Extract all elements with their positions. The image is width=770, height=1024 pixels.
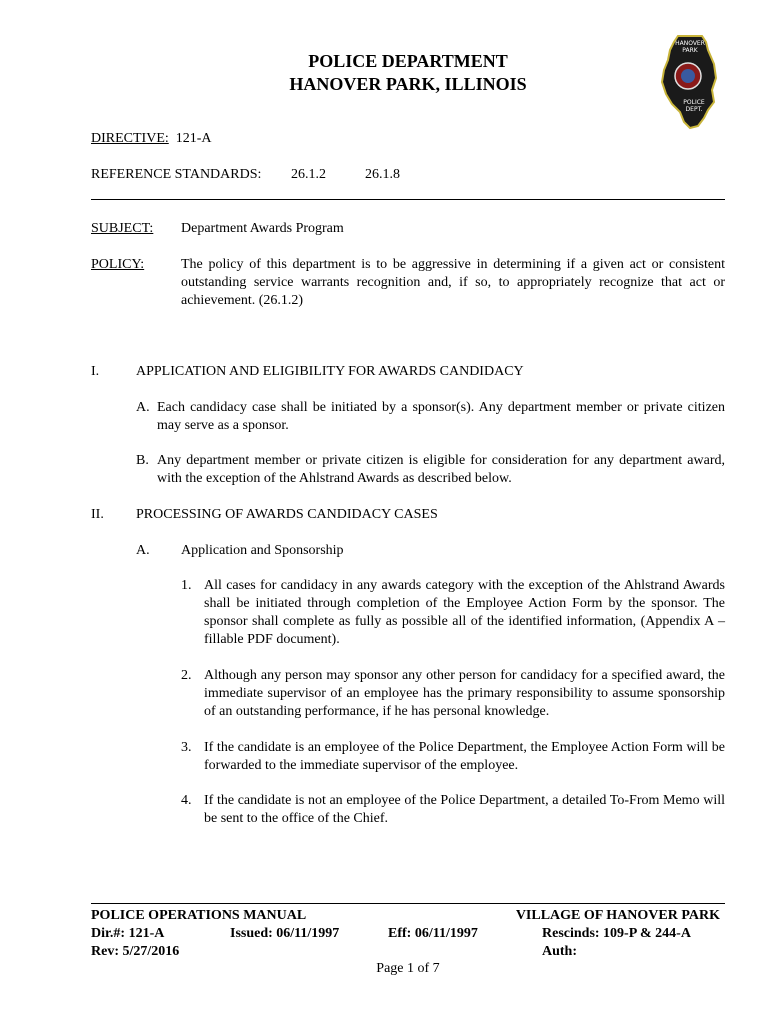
footer-issued: Issued: 06/11/1997 — [230, 926, 340, 941]
section2-sub-marker: A. — [136, 543, 150, 558]
page-title-line1: POLICE DEPARTMENT — [308, 51, 508, 71]
reference-value-2: 26.1.8 — [365, 167, 400, 182]
badge-text-2: PARK — [682, 47, 698, 54]
badge-text-4: DEPT. — [685, 106, 703, 113]
header-divider — [91, 199, 725, 200]
section2-sub-heading: Application and Sponsorship — [181, 543, 344, 558]
badge-text-3: POLICE — [683, 99, 705, 106]
section1-numeral: I. — [91, 364, 100, 379]
page-number: Page 1 of 7 — [376, 961, 440, 976]
footer-rev: Rev: 5/27/2016 — [91, 944, 180, 959]
footer-auth: Auth: — [542, 944, 578, 959]
section2-item-3-text: If the candidate is an employee of the Police Department, the Employee Action Form will be forwarded to the immediate supervisor of the employee. — [204, 740, 725, 773]
section2-item-4-text: If the candidate is not an employee of the Police Department, a detailed To-From Memo will be sent to the office of the Chief. — [204, 793, 725, 826]
section2-item-1-marker: 1. — [181, 578, 192, 593]
section2-heading: PROCESSING OF AWARDS CANDIDACY CASES — [136, 507, 438, 522]
badge-text-1: HANOVER — [675, 40, 705, 47]
section1-item-b-marker: B. — [136, 453, 149, 468]
section1-item-b-text: Any department member or private citizen is eligible for consideration for any department award, with the exception of the Ahlstrand Awards as described below. — [157, 453, 725, 486]
section2-numeral: II. — [91, 507, 104, 522]
section2-item-3-marker: 3. — [181, 740, 192, 755]
section2-item-4-marker: 4. — [181, 793, 192, 808]
reference-label: REFERENCE STANDARDS: — [91, 167, 262, 182]
policy-label: POLICY: — [91, 257, 145, 272]
section1-item-a-text: Each candidacy case shall be initiated by a sponsor(s). Any department member or private citizen may serve as a sponsor. — [157, 400, 725, 433]
subject-value: Department Awards Program — [181, 221, 344, 236]
footer-manual-title: POLICE OPERATIONS MANUAL — [91, 908, 307, 923]
illinois-police-badge-icon — [658, 34, 720, 130]
page-title-line2: HANOVER PARK, ILLINOIS — [289, 74, 527, 94]
section2-item-2-text: Although any person may sponsor any other person for candidacy for a specified award, the immediate supervisor of an employee has the primary responsibility to assume sponsorship of an outstanding performance, if he has personal knowledge. — [204, 668, 725, 719]
footer-eff: Eff: 06/11/1997 — [388, 926, 478, 941]
footer-rescinds: Rescinds: 109-P & 244-A — [542, 926, 691, 941]
section2-item-1-text: All cases for candidacy in any awards category with the exception of the Ahlstrand Awards shall be initiated through completion of the Employee Action Form by the sponsor. The sponsor shall complete as fully as possible all of the identified information, (Appendix A – fillable PDF document). — [204, 578, 725, 647]
section1-heading: APPLICATION AND ELIGIBILITY FOR AWARDS CANDIDACY — [136, 364, 524, 379]
directive-value: 121-A — [175, 131, 212, 146]
subject-label: SUBJECT: — [91, 221, 154, 236]
footer-village-title: VILLAGE OF HANOVER PARK — [515, 908, 720, 923]
directive-row — [91, 130, 212, 148]
directive-label: DIRECTIVE: — [91, 131, 169, 146]
section2-item-2-marker: 2. — [181, 668, 192, 683]
footer-divider — [91, 903, 725, 904]
reference-value-1: 26.1.2 — [291, 167, 326, 182]
section1-item-a-marker: A. — [136, 400, 150, 415]
footer-dir: Dir.#: 121-A — [91, 926, 165, 941]
policy-text: The policy of this department is to be aggressive in determining if a given act or consistent outstanding service warrants recognition and, if so, to appropriately recognize that act or achievement. (26.1.2) — [181, 257, 725, 308]
